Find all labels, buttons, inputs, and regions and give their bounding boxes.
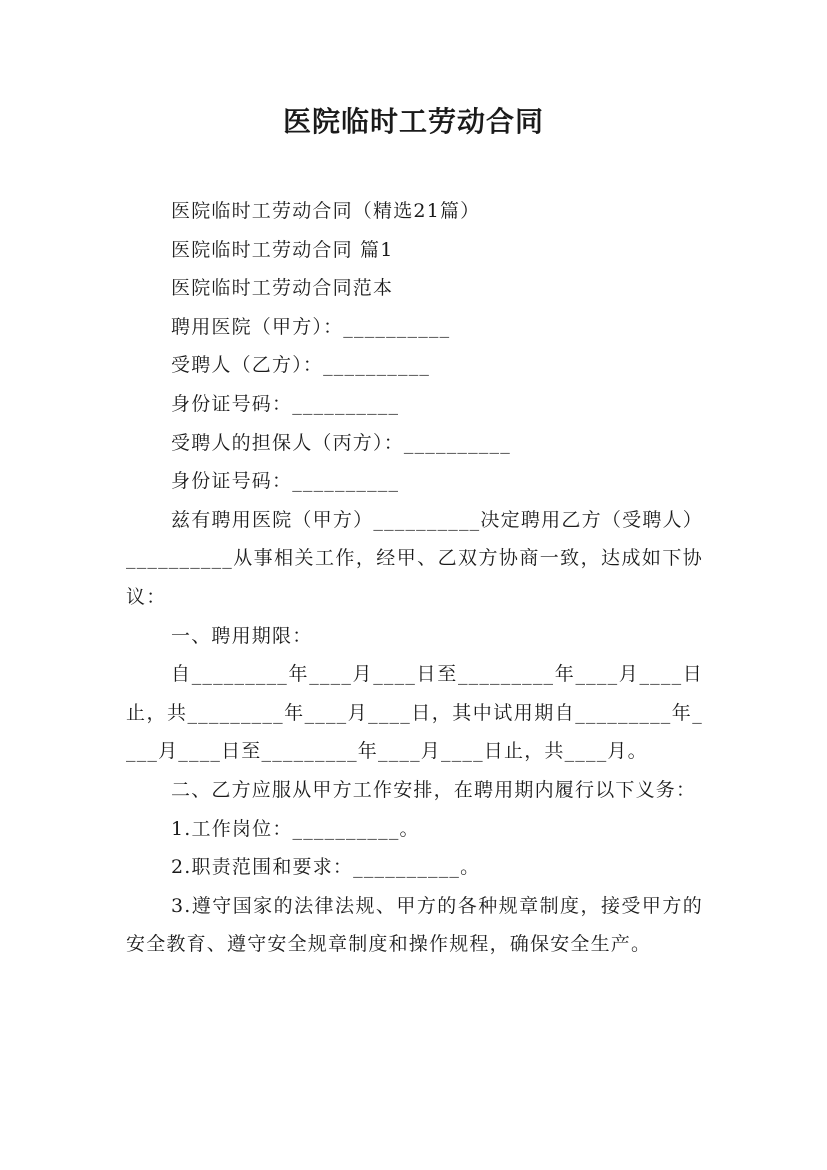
paragraph-party-a: 聘用医院（甲方）：__________: [171, 315, 451, 338]
paragraph-party-b: 受聘人（乙方）：__________: [171, 354, 431, 377]
paragraph-section-heading: 医院临时工劳动合同 篇1: [171, 238, 394, 261]
paragraph-term-dates: 自_________年____月____日至_________年____月____日止，共_________年____月____日，其中试用期自_________年____月____日至_________年____月____日止，共____月。: [126, 663, 703, 763]
document-title: 医院临时工劳动合同: [282, 105, 544, 138]
paragraph-template-title: 医院临时工劳动合同范本: [171, 277, 394, 300]
paragraph-id-number: 身份证号码：__________: [171, 392, 400, 415]
paragraph-obligations-heading: 二、乙方应服从甲方工作安排，在聘用期内履行以下义务：: [171, 778, 697, 801]
paragraph-term-heading: 一、聘用期限：: [171, 624, 313, 647]
paragraph-obligation-2: 2.职责范围和要求：__________。: [171, 856, 481, 879]
paragraph-obligation-3: 3.遵守国家的法律法规、甲方的各种规章制度，接受甲方的安全教育、遵守安全规章制度和操作规程，确保安全生产。: [126, 894, 703, 956]
document-body: [126, 192, 703, 964]
paragraph-agreement-intro: 兹有聘用医院（甲方）__________决定聘用乙方（受聘人）__________从事相关工作，经甲、乙双方协商一致，达成如下协议：: [126, 508, 703, 608]
paragraph-guarantor-id-number: 身份证号码：__________: [171, 470, 400, 493]
paragraph-obligation-1: 1.工作岗位：__________。: [171, 817, 420, 840]
paragraph-guarantor: 受聘人的担保人（丙方）：__________: [171, 431, 511, 454]
paragraph-subtitle: 医院临时工劳动合同（精选21篇）: [171, 200, 481, 222]
